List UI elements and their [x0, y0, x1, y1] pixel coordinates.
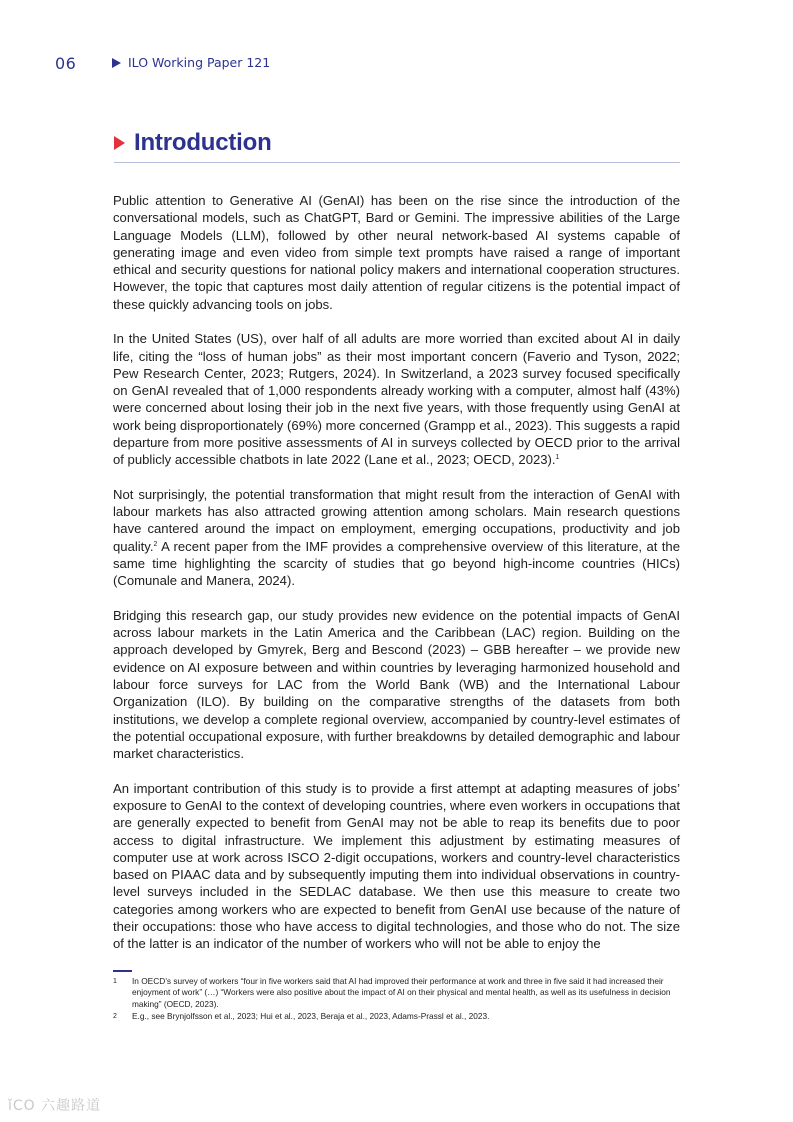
footnote-text: E.g., see Brynjolfsson et al., 2023; Hui et al., 2023, Beraja et al., 2023, Adams-Prassl et al., 2023. [132, 1011, 490, 1022]
section-title: Introduction [134, 129, 272, 156]
watermark: ǐCO 六趣路道 [8, 1098, 102, 1114]
triangle-marker-icon [114, 136, 125, 150]
paragraph: Public attention to Generative AI (GenAI) has been on the rise since the introduction of the conversational models, such as ChatGPT, Bard or Gemini. The impressive abilities of the Large Language Models (LLM), followed by other neural network-based AI systems capable of generating image and even video from simple text prompts have raised a range of important ethical and security questions for national policy makers and international cooperation structures. However, the topic that captures most daily attention of regular citizens is the potential impact of these quickly advancing tools on jobs. [113, 193, 680, 312]
paragraph: Bridging this research gap, our study provides new evidence on the potential impacts of GenAI across labour markets in the Latin America and the Caribbean (LAC) region. Building on the approach developed by Gmyrek, Berg and Bescond (2023) – GBB hereafter – we provide new evidence on AI exposure between and within countries by leveraging harmonized household and labour force surveys for LAC from the World Bank (WB) and the International Labour Organization (ILO). By building on the comparative strengths of the datasets from both institutions, we develop a complete regional overview, accompanied by country-level estimates of the potential occupational exposure, with further breakdowns by detailed demographic and labour market characteristics. [113, 607, 680, 762]
paragraph-text: Not surprisingly, the potential transformation that might result from the interaction of GenAI with labour markets has also attracted growing attention among scholars. Main research questions have cantered around the impact on employment, emerging occupations, productivity and job quality. [113, 486, 680, 554]
footnote [113, 976, 680, 1010]
body-text [113, 192, 680, 970]
paragraph: An important contribution of this study is to provide a first attempt at adapting measures of jobs’ exposure to GenAI to the context of developing countries, where even workers in occupations that are generally expected to benefit from GenAI may not be able to reap its benefits due to poor access to digital infrastructure. We implement this adjustment by estimating measures of computer use at work across ISCO 2-digit occupations, workers and country-level characteristics based on PIAAC data and by subsequently imputing them into individual observations in country-level surveys included in the SEDLAC database. We then use this measure to create two categories among workers who are expected to benefit from GenAI use because of the nature of their occupations: those who have access to digital technologies, and those who do not. The size of the latter is an indicator of the number of workers who will not be able to enjoy the [113, 780, 681, 952]
paragraph [113, 486, 680, 590]
footnote-text: In OECD’s survey of workers “four in five workers said that AI had improved their performance at work and three in five said it had increased their enjoyment of work” (…) “Workers were also positive about the impact of AI on their physical and mental health, as well as its usefulness in decision making” (OECD, 2023). [132, 976, 671, 1009]
footnotes [113, 976, 680, 1024]
footnote [113, 1011, 680, 1022]
footnote-ref: 1 [555, 454, 560, 462]
footnote-number: 1 [113, 978, 117, 985]
paragraph-text: A recent paper from the IMF provides a comprehensive overview of this literature, at the same time highlighting the scarcity of studies that go beyond high-income countries (HICs) (Comunale and Manera, 2024). [113, 538, 680, 589]
page-number: 06 [55, 54, 77, 73]
running-title: ILO Working Paper 121 [128, 55, 271, 70]
footnote-ref: 2 [153, 540, 158, 548]
running-head [112, 55, 270, 70]
footnote-divider [113, 970, 132, 972]
paragraph [113, 330, 680, 468]
footnote-number: 2 [113, 1013, 117, 1021]
section-heading [114, 128, 680, 163]
triangle-marker-icon [112, 58, 121, 68]
paragraph-text: In the United States (US), over half of all adults are more worried than excited about AI in daily life, citing the “loss of human jobs” as their most important concern (Faverio and Tyson, 2022; Pew Research Center, 2023; Rutgers, 2024). In Switzerland, a 2023 survey focused specifically on GenAI revealed that of 1,000 respondents already working with a computer, almost half (43%) were concerned about losing their job in the next five years, with those frequently using GenAI at work being disproportionately (69%) more concerned (Grampp et al., 2023). This suggests a rapid departure from more positive assessments of AI in surveys collected by OECD prior to the arrival of publicly accessible chatbots in late 2022 (Lane et al., 2023; OECD, 2023). [113, 331, 680, 468]
